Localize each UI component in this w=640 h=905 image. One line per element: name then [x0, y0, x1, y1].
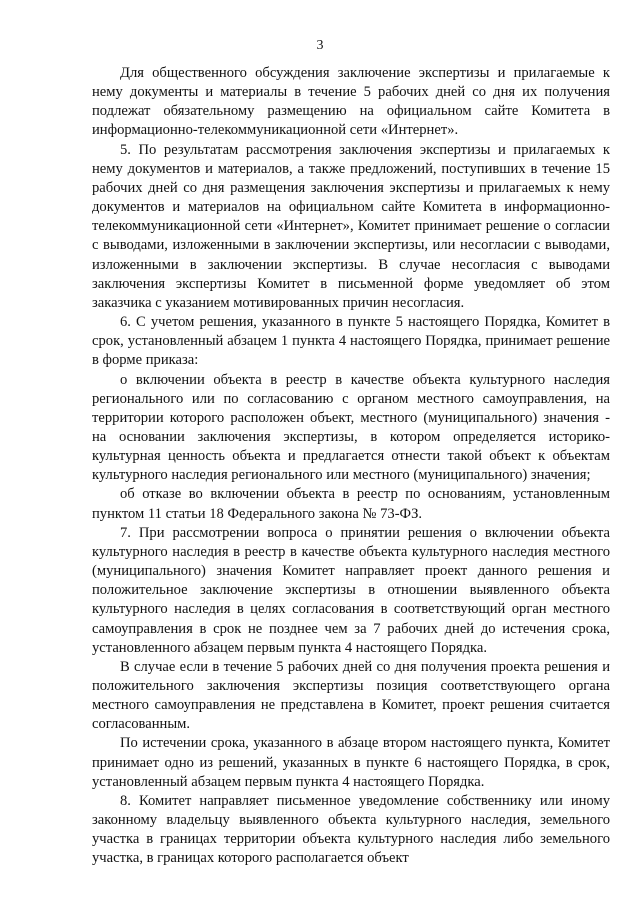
paragraph-publication: Для общественного обсуждения заключение экспертизы и прилагаемые к нему документы и материалы в течение 5 рабочих дней со дня их получения подлежат обязательному размещению на официальном сайте Комитета в информационно-телекоммуникационной сети «Интернет».	[92, 65, 610, 139]
paragraph-item-7: 7. При рассмотрении вопроса о принятии решения о включении объекта культурного наследия в реестр в качестве объекта культурного наследия местного (муниципального) значения Комитет направляет проект данного решения и положительное заключение экспертизы в отношении выявленного объекта культурного наследия в целях согласования в соответствующий орган местного самоуправления в срок не позднее чем за 7 рабочих дней до истечения срока, установленного абзацем первым пункта 4 настоящего Порядка.	[92, 524, 610, 656]
paragraph-item-8: 8. Комитет направляет письменное уведомление собственнику или иному законному владельцу выявленного объекта культурного наследия, земельного участка в границах территории объекта культурного наследия либо земельного участка, в границах которого располагается объект	[92, 792, 610, 867]
paragraph-item-7-approval: В случае если в течение 5 рабочих дней со дня получения проекта решения и положительного заключения экспертизы позиция соответствующего органа местного самоуправления не представлена в Комитет, проект решения считается согласованным.	[92, 658, 610, 733]
document-body	[92, 64, 610, 869]
paragraph-item-5: 5. По результатам рассмотрения заключения экспертизы и прилагаемых к нему документов и материалов, а также предложений, поступивших в течение 15 рабочих дней со дня размещения заключения экспертизы и прилагаемых к нему документов и материалов на официальном сайте Комитета в информационно-телекоммуникационной сети «Интернет», Комитет принимает решение о согласии с выводами, изложенными в заключении экспертизы, или несогласии с выводами, изложенными в заключении экспертизы. В случае несогласия с выводами заключения экспертизы Комитет в письменной форме уведомляет об этом заказчика с указанием мотивированных причин несогласия.	[92, 141, 610, 311]
paragraph-item-6-inclusion: о включении объекта в реестр в качестве объекта культурного наследия регионального или по согласованию с органом местного самоуправления, на территории которого расположен объект, местного (муниципального) значения - на основании заключения экспертизы, в котором определяется историко-культурная ценность объекта и предлагается отнести такой объект к объектам культурного наследия регионального или местного (муниципального) значения;	[92, 371, 610, 484]
paragraph-item-6: 6. С учетом решения, указанного в пункте 5 настоящего Порядка, Комитет в срок, установленный абзацем 1 пункта 4 настоящего Порядка, принимает решение в форме приказа:	[92, 314, 610, 369]
paragraph-item-7-expiry: По истечении срока, указанного в абзаце втором настоящего пункта, Комитет принимает одно из решений, указанных в пункте 6 настоящего Порядка, в срок, установленный абзацем первым пункта 4 настоящего Порядка.	[92, 735, 610, 790]
paragraph-item-6-refusal: об отказе во включении объекта в реестр по основаниям, установленным пунктом 11 статьи 18 Федерального закона № 73-ФЗ.	[92, 486, 610, 522]
page-number: 3	[316, 38, 324, 53]
